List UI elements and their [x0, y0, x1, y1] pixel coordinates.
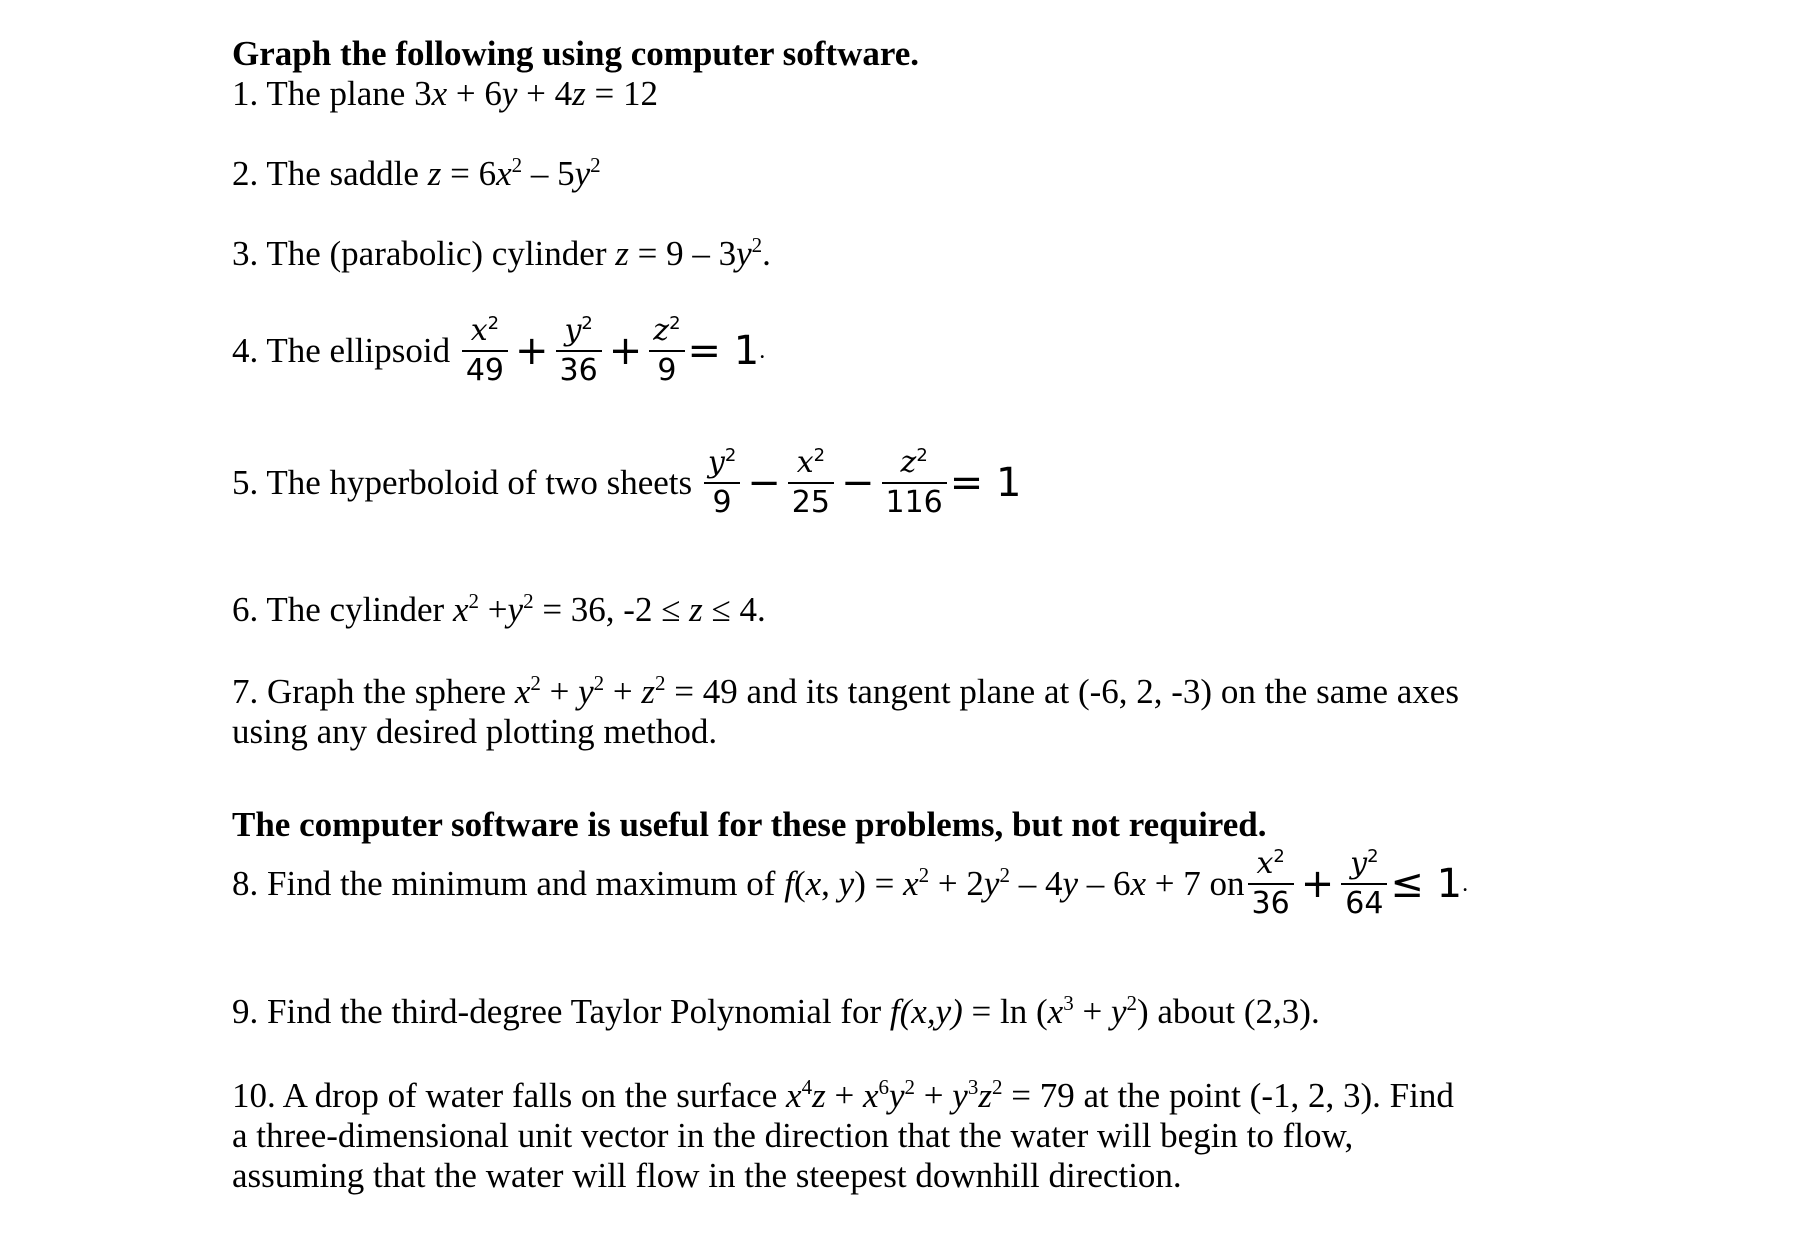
var-y: y	[564, 313, 582, 348]
problem-4-text: 4. The ellipsoid	[232, 331, 451, 370]
fraction-x2-over-36	[1248, 845, 1294, 921]
problem-6	[232, 590, 766, 630]
var-x: x	[431, 74, 448, 113]
period: .	[1462, 871, 1469, 897]
var-z: z	[427, 154, 442, 193]
exponent: 2	[916, 444, 928, 466]
var-z: z	[615, 234, 629, 273]
denominator: 25	[791, 485, 830, 520]
minus-sign: −	[840, 460, 875, 506]
plus-sign: +	[515, 328, 549, 374]
var-x: x	[1256, 846, 1274, 881]
exponent: 2	[530, 670, 541, 695]
var-x: x	[470, 313, 488, 348]
exponent: 2	[991, 1074, 1003, 1099]
var-z: z	[653, 313, 670, 348]
var-y: y	[1350, 846, 1368, 881]
exponent: 6	[878, 1074, 889, 1099]
problem-1-rhs: = 12	[585, 74, 659, 113]
problem-2	[232, 154, 601, 194]
var-z: z	[900, 445, 917, 480]
problem-10-text-rest: = 79 at the point (-1, 2, 3). Find	[1002, 1076, 1454, 1115]
term: – 4	[1009, 864, 1063, 903]
term: = ln (	[962, 992, 1048, 1031]
denominator: 9	[712, 485, 732, 520]
var-z: z	[641, 672, 656, 711]
denominator: 36	[1251, 886, 1290, 921]
paren: (	[793, 864, 806, 903]
var-x: x	[805, 864, 822, 903]
problem-10	[232, 1076, 1454, 1116]
exponent: 2	[813, 444, 826, 466]
denominator: 9	[657, 353, 677, 388]
denominator: 49	[465, 353, 505, 388]
problem-7-line2: using any desired plotting method.	[232, 712, 718, 751]
leq-one: ≤ 1	[1390, 861, 1463, 907]
fraction-x2-over-49	[462, 312, 508, 388]
var-z: z	[689, 590, 703, 629]
problem-10-text: 10. A drop of water falls on the surface	[232, 1076, 787, 1115]
problem-1-term: + 4	[517, 74, 573, 113]
exponent: 2	[1126, 990, 1137, 1015]
var-y: y	[578, 672, 594, 711]
problem-8-prefix: 8. Find the minimum and maximum of	[232, 864, 785, 903]
fraction-x2-over-25	[788, 444, 834, 520]
exponent: 2	[590, 152, 601, 177]
problem-1-term: + 6	[447, 74, 502, 113]
minus-sign: −	[747, 460, 781, 506]
var-x: x	[786, 1076, 802, 1115]
denominator: 116	[885, 485, 943, 520]
var-f: f	[784, 864, 794, 903]
period: .	[759, 338, 766, 364]
exponent: 2	[724, 444, 737, 466]
problem-6-term: ≤ 4.	[702, 590, 766, 629]
exponent: 2	[1273, 845, 1285, 867]
exponent: 2	[581, 312, 593, 334]
var-y: y	[983, 864, 1000, 903]
var-y: y	[501, 74, 518, 113]
var-x: x	[1130, 864, 1147, 903]
var-y: y	[1062, 864, 1078, 903]
var-z: z	[978, 1076, 992, 1115]
period: .	[762, 234, 771, 273]
problem-3-text: 3. The (parabolic) cylinder	[232, 234, 616, 273]
problem-7-text: 7. Graph the sphere	[232, 672, 515, 711]
paren: )	[854, 864, 866, 903]
term: + 2	[929, 864, 984, 903]
problem-7	[232, 672, 1459, 712]
exponent: 2	[918, 862, 930, 887]
plus-sign: +	[604, 672, 642, 711]
var-y: y	[1110, 992, 1127, 1031]
plus-sign: +	[825, 1076, 863, 1115]
exponent: 2	[523, 588, 534, 613]
var-z: z	[812, 1076, 826, 1115]
plus-sign: +	[540, 672, 579, 711]
fraction-y2-over-36	[556, 312, 602, 388]
exponent: 2	[904, 1074, 916, 1099]
exponent: 3	[1063, 990, 1074, 1015]
denominator: 36	[559, 353, 598, 388]
problem-2-term: – 5	[522, 154, 575, 193]
problem-5	[232, 444, 1022, 520]
fraction-z2-over-116	[882, 444, 947, 520]
fraction-z2-over-9	[649, 312, 684, 388]
problem-1-text: 1. The plane 3	[232, 74, 432, 113]
exponent: 2	[487, 312, 500, 334]
problem-8	[232, 845, 1469, 921]
exponent: 2	[655, 670, 666, 695]
plus-sign: +	[479, 590, 508, 629]
var-x: x	[903, 864, 919, 903]
var-y: y	[952, 1076, 968, 1115]
equals: =	[865, 864, 904, 903]
var-x: x	[496, 154, 512, 193]
denominator: 64	[1345, 886, 1384, 921]
var-y: y	[507, 590, 524, 629]
plus-sign: +	[915, 1076, 953, 1115]
exponent: 2	[751, 232, 763, 257]
problem-9-text: 9. Find the third-degree Taylor Polynomial for	[232, 992, 890, 1031]
term: + 7 on	[1146, 864, 1245, 903]
exponent: 2	[999, 862, 1010, 887]
exponent: 2	[468, 588, 480, 613]
exponent: 3	[967, 1074, 979, 1099]
problem-5-text: 5. The hyperboloid of two sheets	[232, 463, 693, 502]
problem-2-term: = 6	[441, 154, 497, 193]
var-x: x	[1047, 992, 1064, 1031]
var-y: y	[736, 234, 752, 273]
problem-2-text: 2. The saddle	[232, 154, 428, 193]
var-y: y	[888, 1076, 905, 1115]
problem-7-text-rest: = 49 and its tangent plane at (-6, 2, -3) on the same axes	[665, 672, 1459, 711]
var-y: y	[838, 864, 855, 903]
var-x: x	[862, 1076, 879, 1115]
plus-sign: +	[1300, 861, 1335, 907]
term: – 6	[1077, 864, 1131, 903]
problem-1	[232, 74, 658, 114]
section-heading-graphing: Graph the following using computer software.	[232, 34, 920, 73]
var-x: x	[452, 590, 469, 629]
equals-one: = 1	[687, 328, 760, 374]
var-y: y	[707, 445, 725, 480]
problem-6-term: = 36, -2 ≤	[533, 590, 690, 629]
term: ) about (2,3).	[1136, 992, 1320, 1031]
plus-sign: +	[608, 328, 643, 374]
var-x: x	[514, 672, 531, 711]
problem-6-text: 6. The cylinder	[232, 590, 453, 629]
problem-10-line3: assuming that the water will flow in the steepest downhill direction.	[232, 1156, 1182, 1195]
problem-3	[232, 234, 771, 274]
problem-10-line2: a three-dimensional unit vector in the direction that the water will begin to flow,	[232, 1116, 1354, 1155]
exponent: 2	[1367, 845, 1379, 867]
var-f: f	[889, 992, 900, 1031]
problem-4	[232, 312, 766, 388]
var-y: y	[574, 154, 591, 193]
problem-9	[232, 992, 1320, 1032]
exponent: 4	[801, 1074, 813, 1099]
plus-sign: +	[1073, 992, 1111, 1031]
exponent: 2	[511, 152, 523, 177]
equals-one: = 1	[949, 460, 1022, 506]
fraction-y2-over-9	[704, 444, 740, 520]
exponent: 2	[593, 670, 605, 695]
var-x: x	[796, 445, 814, 480]
args: (x,y)	[899, 992, 963, 1031]
problem-8-text	[232, 864, 1245, 903]
comma: ,	[821, 864, 839, 903]
problem-3-term: = 9 – 3	[628, 234, 737, 273]
exponent: 2	[669, 312, 681, 334]
fraction-y2-over-64	[1341, 845, 1387, 921]
var-z: z	[572, 74, 586, 113]
section-heading-optional: The computer software is useful for these problems, but not required.	[232, 805, 1267, 844]
